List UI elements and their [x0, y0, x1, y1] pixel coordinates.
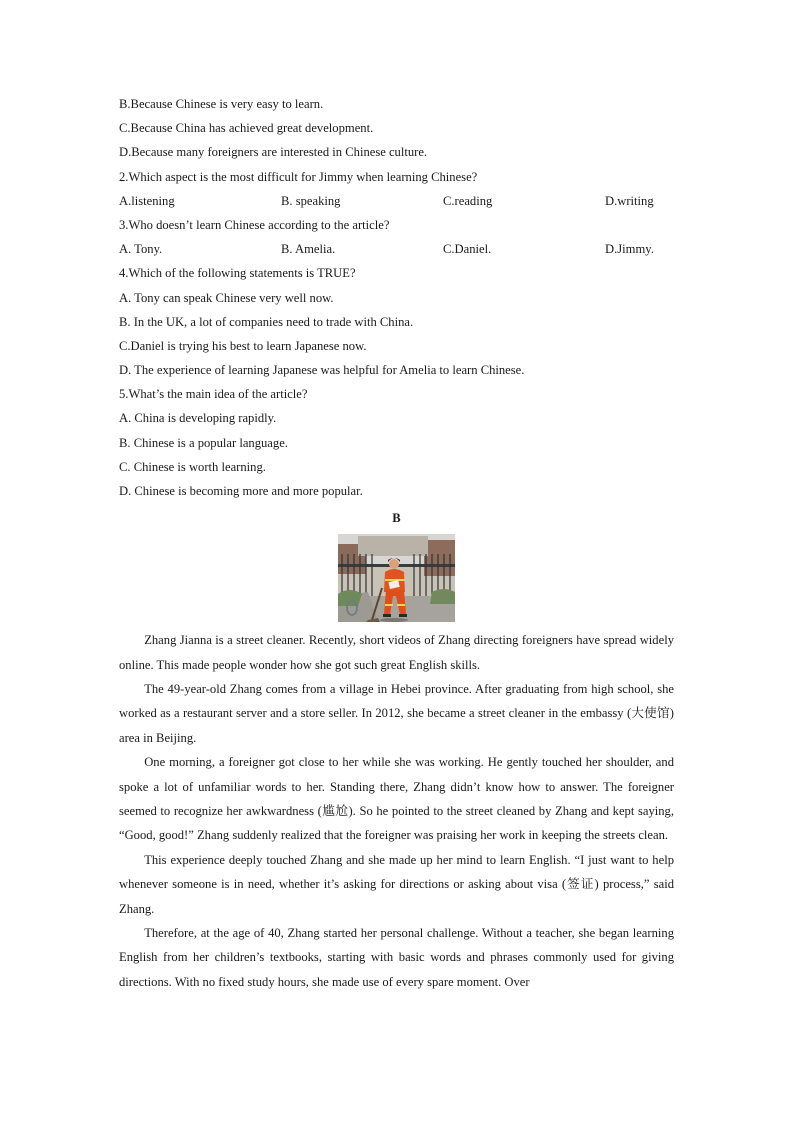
q2-stem: 2.Which aspect is the most difficult for Jimmy when learning Chinese? — [119, 169, 478, 184]
page-content — [119, 92, 674, 994]
q5-option-a: A. China is developing rapidly. — [119, 411, 277, 426]
street-cleaner-photo — [338, 534, 455, 622]
paragraph-4: This experience deeply touched Zhang and she made up her mind to learn English. “I just want to help whenever someone is in need, whether it’s asking for directions or asking about visa (签证) process,” said Zhang. — [119, 852, 674, 916]
q3-option-c: C.Daniel. — [443, 242, 492, 257]
photo-container — [119, 534, 674, 622]
q4-option-c: C.Daniel is trying his best to learn Japanese now. — [119, 338, 367, 353]
paragraph-1: Zhang Jianna is a street cleaner. Recently, short videos of Zhang directing foreigners have spread widely online. This made people wonder how she got such great English skills. — [119, 633, 674, 672]
q3-option-b: B. Amelia. — [281, 242, 336, 257]
paragraph-5: Therefore, at the age of 40, Zhang started her personal challenge. Without a teacher, she began learning English from her children’s textbooks, starting with basic words and phrases commonly used for giving directions. With no fixed study hours, she made use of every spare moment. Over — [119, 926, 674, 989]
q5-option-b: B. Chinese is a popular language. — [119, 435, 288, 450]
q1-option-c: C.Because China has achieved great development. — [119, 121, 374, 136]
q4-stem: 4.Which of the following statements is TRUE? — [119, 266, 356, 281]
q5-stem: 5.What’s the main idea of the article? — [119, 387, 308, 402]
q2-options — [119, 189, 674, 213]
q2-option-d: D.writing — [605, 193, 654, 208]
q2-option-a: A.listening — [119, 193, 175, 208]
q3-stem: 3.Who doesn’t learn Chinese according to the article? — [119, 217, 390, 232]
paragraph-3: One morning, a foreigner got close to her while she was working. He gently touched her shoulder, and spoke a lot of unfamiliar words to her. Standing there, Zhang didn’t know how to answer. The foreigner seemed to recognize her awkwardness (尴尬). So he pointed to the street cleaned by Zhang and kept saying, “Good, good!” Zhang suddenly realized that the foreigner was praising her work in keeping the streets clean. — [119, 755, 674, 843]
q2-option-b: B. speaking — [281, 193, 341, 208]
q2-option-c: C.reading — [443, 193, 493, 208]
q3-options — [119, 237, 674, 261]
paragraph-2: The 49-year-old Zhang comes from a village in Hebei province. After graduating from high school, she worked as a restaurant server and a store seller. In 2012, she became a street cleaner in the embassy (大使馆) area in Beijing. — [119, 682, 674, 745]
q4-option-d: D. The experience of learning Japanese was helpful for Amelia to learn Chinese. — [119, 363, 525, 378]
q4-option-a: A. Tony can speak Chinese very well now. — [119, 290, 334, 305]
q1-option-d: D.Because many foreigners are interested in Chinese culture. — [119, 145, 428, 160]
q1-option-b: B.Because Chinese is very easy to learn. — [119, 97, 324, 111]
q3-option-d: D.Jimmy. — [605, 242, 654, 257]
q5-option-d: D. Chinese is becoming more and more popular. — [119, 484, 363, 498]
section-b-title: B — [392, 511, 401, 526]
q4-option-b: B. In the UK, a lot of companies need to trade with China. — [119, 314, 414, 329]
q3-option-a: A. Tony. — [119, 242, 163, 257]
q5-option-c: C. Chinese is worth learning. — [119, 459, 266, 474]
